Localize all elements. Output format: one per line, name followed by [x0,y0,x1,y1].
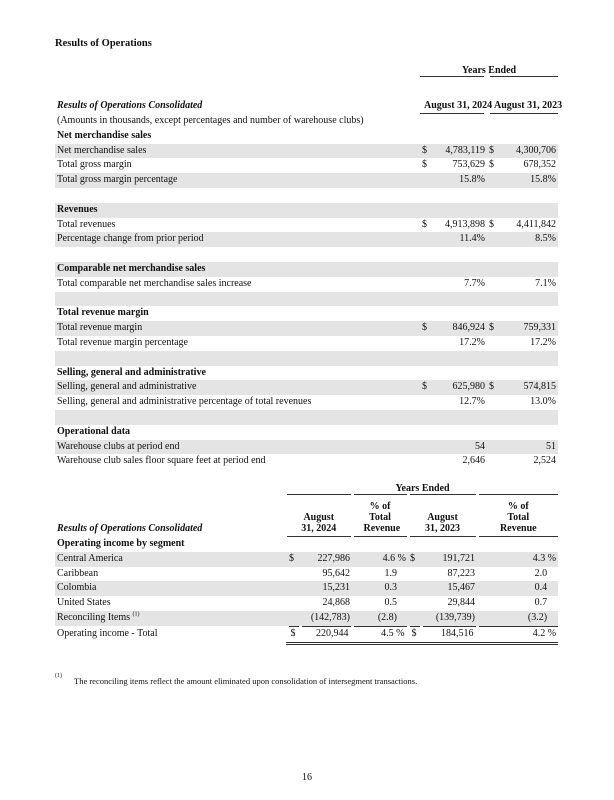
currency-symbol [420,173,432,188]
column-header-pct-2023: % of Total Revenue [477,495,558,537]
table-row [55,158,558,173]
value-2024: 846,924 [432,321,487,336]
table-row [55,232,558,247]
currency-symbol [408,611,421,626]
row-label [55,626,287,643]
value-2024: 11.4% [432,232,487,247]
section-heading: Operational data [57,425,131,437]
value-2023: 574,815 [500,380,558,395]
pct-value: 4.6 % [382,552,406,564]
currency-symbol [287,596,300,611]
currency-symbol [487,173,500,188]
pct-value: 0.7 [534,597,548,609]
pct-value: 2.0 [534,567,548,579]
value-2024: 220,944 [300,626,352,643]
pct-value: (2.8) [377,611,397,623]
column-header-2024: August 31, 2024 [420,77,487,114]
row-label-text: Caribbean [57,567,99,579]
value-2023: 15.8% [500,173,558,188]
pct-revenue-2024 [352,611,408,626]
row-label: Total revenue margin percentage [57,336,188,348]
currency-symbol [487,232,500,247]
column-header-pct-2024: % of Total Revenue [352,495,408,537]
pct-revenue-2024 [352,581,408,596]
footnote-text: The reconciling items reflect the amount eliminated upon consolidation of intersegment transactions. [74,676,418,686]
currency-symbol: $ [422,218,427,230]
row-label: Net merchandise sales [55,144,420,159]
table-caption: Results of Operations Consolidated [57,99,203,111]
row-label [55,567,287,582]
pct-revenue-2023 [477,596,558,611]
currency-symbol: $ [489,218,494,230]
spacer [55,247,558,262]
row-label: Selling, general and administrative percentage of total revenues [57,396,312,408]
value-2023: 8.5% [500,232,558,247]
currency-symbol [420,395,432,410]
row-label: Total revenue margin [55,321,420,336]
row-label-text: Central America [57,552,123,564]
value-2023: 4,411,842 [516,218,556,230]
table-row [55,395,558,410]
value-2024: 625,980 [432,380,487,395]
pct-revenue-2023 [477,611,558,626]
table-row [55,144,558,159]
table-row [55,173,558,188]
pct-value: 0.3 [384,582,397,594]
value-2023: 51 [500,440,558,455]
years-ended-header: Years Ended [420,58,558,77]
value-2024: 2,646 [462,455,485,467]
spacer [55,292,558,307]
spacer [55,351,558,366]
value-2024: (142,783) [300,611,352,626]
row-label: Percentage change from prior period [55,232,420,247]
currency-symbol [408,596,421,611]
table-row [55,277,558,292]
currency-symbol: $ [408,626,421,643]
table-row [55,454,558,469]
currency-symbol [287,611,300,626]
row-label: Warehouse clubs at period end [55,440,420,455]
table-caption: Results of Operations Consolidated [57,522,203,534]
row-label [55,596,287,611]
row-label [55,611,287,626]
section-heading: Selling, general and administrative [57,366,206,378]
years-ended-header: Years Ended [287,478,558,495]
spacer-row [55,188,558,203]
section-heading-row [55,129,558,144]
footnote-marker: (1) [55,673,62,679]
value-2024: 95,642 [322,567,350,579]
currency-symbol [408,581,421,596]
section-heading-row [55,425,558,440]
section-heading-row [55,366,558,381]
currency-symbol: $ [420,321,432,336]
currency-symbol [487,454,500,469]
footnote-reference: (1) [132,611,140,618]
value-2023: 15,467 [421,581,477,596]
section-heading-row [55,203,558,218]
currency-symbol [487,336,500,351]
table-row [55,581,558,596]
value-2023: 2,524 [533,455,556,467]
value-2023: 678,352 [523,159,556,171]
row-label-text: United States [57,597,111,609]
currency-symbol [420,232,432,247]
spacer [55,410,558,425]
row-label: Total gross margin [57,159,132,171]
value-2023: 4,300,706 [500,144,558,159]
value-2024: 7.7% [464,277,485,289]
value-2024: 4,783,119 [432,144,487,159]
page-number: 16 [302,772,312,783]
value-2023: 184,516 [421,626,477,643]
currency-symbol [420,454,432,469]
currency-symbol [420,336,432,351]
pct-revenue-2024 [352,626,408,643]
spacer-row [55,292,558,307]
table-row [55,552,558,567]
table-row [55,321,558,336]
currency-symbol [408,567,421,582]
currency-symbol: $ [487,321,500,336]
section-heading: Comparable net merchandise sales [55,262,558,277]
currency-symbol: $ [420,380,432,395]
spacer [55,188,558,203]
currency-symbol: $ [287,626,300,643]
value-2023: 7.1% [535,277,556,289]
table-row [55,218,558,233]
amounts-note: (Amounts in thousands, except percentages and number of warehouse clubs) [57,115,364,126]
currency-symbol [420,440,432,455]
row-label: Selling, general and administrative [55,380,420,395]
currency-symbol [487,440,500,455]
pct-revenue-2023 [477,567,558,582]
section-heading-row [55,262,558,277]
value-2023: 759,331 [500,321,558,336]
currency-symbol [420,277,432,292]
section-heading: Total revenue margin [57,307,149,319]
currency-symbol [287,581,300,596]
currency-symbol: $ [420,144,432,159]
value-2023: 17.2% [530,336,556,348]
section-heading: Operating income by segment [57,538,185,549]
row-label [55,552,287,567]
operating-income-by-segment-table [55,478,558,645]
column-header-2023: August 31, 2023 [487,77,558,114]
currency-symbol: $ [287,552,300,567]
pct-revenue-2024 [352,552,408,567]
row-label [55,581,287,596]
value-2024: 753,629 [452,159,485,171]
table-row [55,440,558,455]
row-label-text: Operating income - Total [57,628,158,640]
table-row [55,336,558,351]
value-2024: 15,231 [300,581,352,596]
value-2024: 54 [432,440,487,455]
table-row [55,567,558,582]
table-row [55,380,558,395]
pct-value: 4.2 % [532,627,557,639]
spacer-row [55,410,558,425]
currency-symbol: $ [422,159,427,171]
currency-symbol [487,277,500,292]
spacer-row [55,351,558,366]
pct-revenue-2023 [477,626,558,643]
section-heading: Net merchandise sales [57,129,152,141]
results-of-operations-table [55,58,563,469]
row-label: Total revenues [57,218,116,230]
value-2024: 15.8% [432,173,487,188]
value-2024: 4,913,898 [445,218,485,230]
section-heading: Revenues [55,203,558,218]
pct-value: 4.5 % [381,627,405,639]
pct-revenue-2023 [477,552,558,567]
column-header-2023: August 31, 2023 [408,495,477,537]
value-2024: 24,868 [322,597,350,609]
pct-revenue-2023 [477,581,558,596]
spacer-row [55,247,558,262]
currency-symbol: $ [487,144,500,159]
pct-value: 0.5 [384,597,397,609]
section-heading-row [55,306,558,321]
table-row [55,596,558,611]
currency-symbol [487,395,500,410]
table-row [55,626,558,643]
value-2023: 191,721 [421,552,477,567]
value-2023: 87,223 [447,567,475,579]
pct-value: 4.3 % [532,552,557,564]
value-2024: 12.7% [459,396,485,408]
section-title: Results of Operations [55,38,152,49]
value-2023: 13.0% [530,396,556,408]
value-2023: 29,844 [447,597,475,609]
row-label: Total gross margin percentage [55,173,420,188]
value-2023: (139,739) [421,611,477,626]
pct-value: (3.2) [527,611,548,623]
row-label: Warehouse club sales floor square feet at period end [57,455,266,467]
currency-symbol: $ [408,552,421,567]
currency-symbol: $ [487,380,500,395]
currency-symbol [287,567,300,582]
pct-revenue-2024 [352,596,408,611]
row-label-text: Colombia [57,582,97,594]
row-label-text: Reconciling Items [57,612,131,624]
value-2024: 17.2% [459,336,485,348]
currency-symbol: $ [489,159,494,171]
pct-value: 1.9 [384,567,397,579]
pct-value: 0.4 [534,582,548,594]
pct-revenue-2024 [352,567,408,582]
value-2024: 227,986 [300,552,352,567]
table-row [55,611,558,626]
column-header-2024: August 31, 2024 [287,495,352,537]
row-label: Total comparable net merchandise sales increase [57,277,252,289]
